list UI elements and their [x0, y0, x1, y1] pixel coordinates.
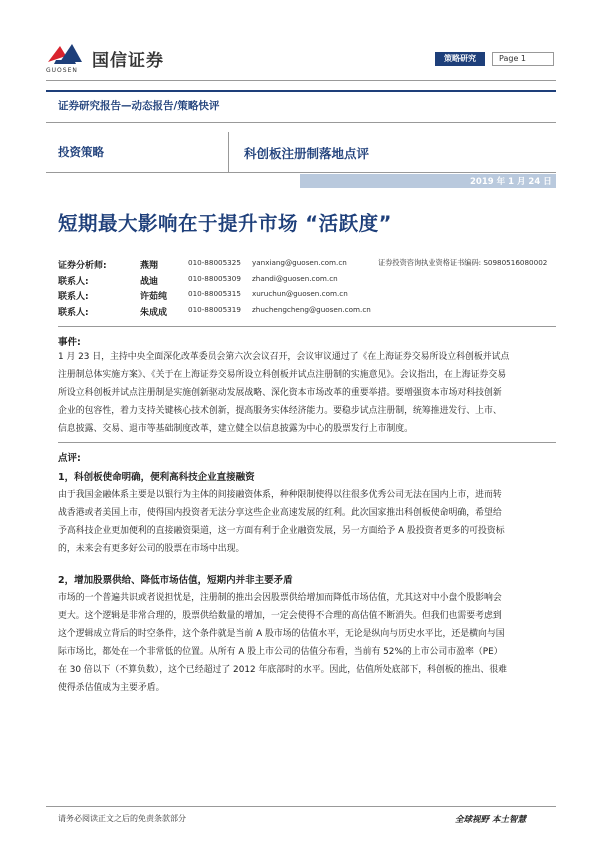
footer-divider [46, 806, 556, 807]
event-line: 注册制总体实施方案》、《关于在上海证券交易所设立科创板并试点注册制的实施意见》。会议指出，在上海证券交易 [58, 370, 507, 380]
point1-line: 由于我国金融体系主要是以银行为主体的间接融资体系，种种限制使得以往很多优秀公司无法在国内上市，进而转 [58, 490, 502, 500]
point2-body [58, 589, 550, 697]
breadcrumb: 证券研究报告—动态报告/策略快评 [58, 100, 220, 112]
point2-line: 更大。这个逻辑是非常合理的，股票供给数量的增加，一定会使得不合理的高估值不断消失。但我们也需要考虑到 [58, 611, 502, 621]
analyst-email: yanxiang@guosen.com.cn [252, 258, 347, 267]
point2-heading: 2，增加股票供给、降低市场估值，短期内并非主要矛盾 [58, 575, 293, 586]
point2-line: 际市场比，都处在一个非常低的位置。从所有 A 股上市公司的估值分布看，当前有 52%的上市公司市盈率（PE） [58, 647, 503, 657]
footer-slogan: 全球视野 本土智慧 [455, 815, 526, 825]
analyst-row [58, 305, 558, 321]
analyst-name: 战迪 [140, 276, 159, 287]
analyst-list [58, 258, 558, 320]
analyst-row [58, 274, 558, 290]
point1-line: 战香港或者美国上市，使得国内投资者无法分享这些企业高速发展的红利。此次国家推出科创板使命明确，希望给 [58, 508, 502, 518]
analyst-name: 朱成成 [140, 307, 168, 318]
event-line: 企业的包容性，着力支持关键核心技术创新，提高服务实体经济能力。要稳步试点注册制，统筹推进发行、上市、 [58, 406, 502, 416]
event-divider [58, 442, 556, 443]
page-number: Page 1 [492, 52, 554, 66]
analyst-phone: 010-88005325 [188, 258, 241, 267]
analyst-role: 联系人: [58, 307, 89, 318]
event-body [58, 348, 550, 438]
logo-text: 国信证券 [92, 51, 164, 71]
vertical-divider [228, 132, 229, 172]
comment-label: 点评: [58, 453, 81, 464]
event-line: 所设立科创板并试点注册制是实施创新驱动发展战略、深化资本市场改革的重要举措。要增强资本市场对科技创新 [58, 388, 502, 398]
analyst-role: 证券分析师: [58, 261, 107, 271]
report-date: 2019 年 1 月 24 日 [470, 177, 552, 187]
point2-line: 市场的一个普遍共识或者说担忧是，注册制的推出会因股票供给增加而降低市场估值，尤其这对中小盘个股影响会 [58, 593, 502, 603]
event-line: 信息披露、交易、退市等基础制度改革，建立健全以信息披露为中心的股票发行上市制度。 [58, 424, 413, 434]
analyst-phone: 010-88005319 [188, 304, 241, 314]
analyst-divider [58, 326, 556, 327]
point1-line: 的，未来会有更多好公司的股票在市场中出现。 [58, 544, 245, 554]
point1-line: 予高科技企业更加便利的直接融资渠道，这一方面有利于企业融资发展，另一方面给予 A 股投资者更多的可投资标 [58, 526, 505, 536]
point2-line: 在 30 倍以下（不算负数），这个已经超过了 2012 年底部时的水平。因此，估值所处底部下，科创板的推出、很难 [58, 665, 507, 675]
analyst-cert: 证券投资咨询执业资格证书编码: S0980516080002 [378, 258, 548, 267]
point2-line: 使得杀估值成为主要矛盾。 [58, 683, 165, 693]
event-label: 事件: [58, 337, 81, 348]
report-type-tag: 策略研究 [435, 52, 485, 66]
analyst-row [58, 289, 558, 305]
report-subtitle: 科创板注册制落地点评 [244, 146, 370, 161]
header-divider [46, 80, 556, 81]
point1-heading: 1，科创板使命明确，便利高科技企业直接融资 [58, 472, 255, 483]
guosen-logo-icon [46, 42, 86, 66]
analyst-name: 许茹纯 [140, 292, 168, 302]
analyst-email: xuruchun@guosen.com.cn [252, 289, 348, 298]
analyst-email: zhuchengcheng@guosen.com.cn [252, 304, 371, 314]
analyst-name: 燕翔 [140, 261, 159, 271]
category-label: 投资策略 [58, 145, 104, 159]
analyst-role: 联系人: [58, 276, 89, 287]
analyst-row [58, 258, 558, 274]
analyst-email: zhandi@guosen.com.cn [252, 273, 338, 283]
logo-english-text: GUOSEN [46, 67, 78, 74]
analyst-phone: 010-88005309 [188, 273, 241, 283]
section-divider [46, 122, 556, 123]
event-line: 1 月 23 日，主持中央全面深化改革委员会第六次会议召开，会议审议通过了《在上海证券交易所设立科创板并试点 [58, 352, 510, 362]
page-title: 短期最大影响在于提升市场 “活跃度” [58, 212, 392, 235]
section-divider-bottom [46, 172, 556, 173]
analyst-role: 联系人: [58, 292, 89, 302]
footer-disclaimer: 请务必阅读正文之后的免责条款部分 [58, 814, 186, 823]
header-blue-rule [46, 90, 556, 92]
point2-line: 这个逻辑成立背后的时空条件，这个条件就是当前 A 股市场的估值水平，无论是纵向与历史水平比，还是横向与国 [58, 629, 505, 639]
analyst-phone: 010-88005315 [188, 289, 241, 298]
point1-body [58, 486, 550, 558]
